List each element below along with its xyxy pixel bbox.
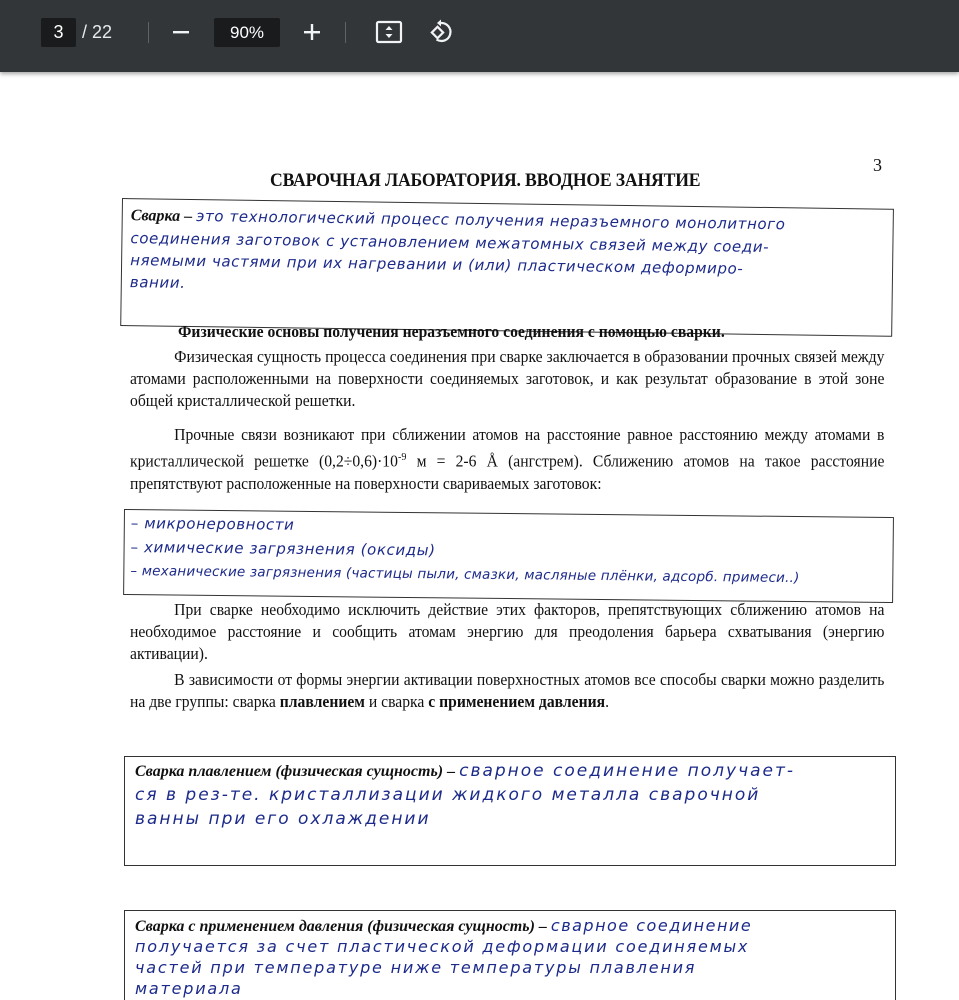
fit-to-page-icon bbox=[375, 20, 403, 44]
zoom-out-button[interactable] bbox=[163, 14, 199, 50]
plus-icon bbox=[302, 22, 322, 42]
fusion-welding-box bbox=[124, 756, 896, 866]
toolbar-divider bbox=[148, 22, 149, 43]
handwritten-text: сварное соединение получает- bbox=[459, 761, 796, 781]
fusion-welding-label: Сварка плавлением (физическая сущность) – bbox=[135, 763, 456, 780]
definition-label: Сварка – bbox=[130, 207, 193, 225]
rotate-button[interactable] bbox=[424, 14, 460, 50]
handwritten-text: соединения заготовок с установлением межатомных связей между соеди- bbox=[130, 229, 770, 257]
page-number-input[interactable]: 3 bbox=[41, 18, 76, 47]
zoom-level-input[interactable]: 90% bbox=[214, 18, 280, 47]
paragraph bbox=[130, 424, 884, 495]
pressure-welding-box bbox=[124, 910, 896, 1000]
handwritten-text: сварное соединение bbox=[550, 916, 753, 935]
zoom-in-button[interactable] bbox=[294, 14, 330, 50]
paragraph bbox=[130, 669, 884, 713]
paragraph-text: и сварка bbox=[364, 692, 429, 711]
handwritten-text: это технологический процесс получения неразъемного монолитного bbox=[196, 207, 786, 234]
paragraph-text: . bbox=[605, 692, 609, 711]
paragraph-text: м = 2-6 Å (ангстрем). Сближению атомов на такое расстояние препятствуют расположенные на поверхности свариваемых заготовок: bbox=[130, 451, 885, 493]
handwritten-text: получается за счет пластической деформации соединяемых bbox=[135, 937, 750, 956]
page-title: СВАРОЧНАЯ ЛАБОРАТОРИЯ. ВВОДНОЕ ЗАНЯТИЕ bbox=[270, 170, 701, 191]
handwritten-text: няемыми частями при их нагревании и (или) пластическом деформиро- bbox=[130, 251, 744, 278]
paragraph-text: В зависимости от формы энергии активации поверхностных атомов все способы сварки можно разделить на две группы: сварка bbox=[130, 670, 885, 711]
handwritten-text: частей при температуре ниже температуры плавления bbox=[135, 958, 697, 977]
minus-icon bbox=[171, 22, 191, 42]
handwritten-text: ся в рез-те. кристаллизации жидкого металла сварочной bbox=[135, 785, 761, 805]
fit-to-page-button[interactable] bbox=[371, 14, 407, 50]
handwritten-text: ванны при его охлаждении bbox=[135, 809, 431, 829]
section-heading: Физические основы получения неразъемного соединения с помощью сварки. bbox=[178, 322, 725, 341]
page-total-label: / 22 bbox=[82, 22, 113, 42]
toolbar-divider bbox=[345, 22, 346, 43]
paragraph-text: Прочные связи возникают при сближении атомов на расстояние равное расстоянию между атомами в кристаллической решетке (0,2÷0,6)·10 bbox=[130, 425, 885, 471]
list-item: – химические загрязнения (оксиды) bbox=[130, 538, 436, 560]
list-item: – микронеровности bbox=[130, 514, 295, 534]
paragraph: Физическая сущность процесса соединения при сварке заключается в образовании прочных связей между атомами расположенными на поверхности соединяемых заготовок, и как результат образование в этой зоне общей кристаллической решетки. bbox=[130, 347, 885, 410]
rotate-counterclockwise-icon bbox=[428, 18, 456, 46]
pressure-welding-label: Сварка с применением давления (физическая сущность) – bbox=[135, 918, 547, 935]
pdf-page bbox=[0, 72, 959, 1000]
factors-box bbox=[123, 509, 894, 603]
handwritten-text: материала bbox=[135, 979, 243, 998]
handwritten-text: вании. bbox=[129, 273, 186, 292]
document-viewport[interactable] bbox=[0, 72, 959, 1000]
definition-box bbox=[120, 198, 894, 337]
list-item: – механические загрязнения (частицы пыли, смазки, масляные плёнки, адсорб. примеси..) bbox=[130, 563, 800, 587]
page-number: 3 bbox=[873, 155, 882, 175]
pdf-toolbar bbox=[0, 0, 959, 72]
paragraph: При сварке необходимо исключить действие этих факторов, препятствующих сближению атомов на необходимое расстояние и сообщить атомам энергию для преодоления барьера схватывания (энергию активации). bbox=[130, 600, 885, 663]
bold-term: плавлением bbox=[279, 692, 365, 711]
bold-term: с применением давления bbox=[428, 692, 606, 711]
exponent: -9 bbox=[397, 451, 407, 463]
